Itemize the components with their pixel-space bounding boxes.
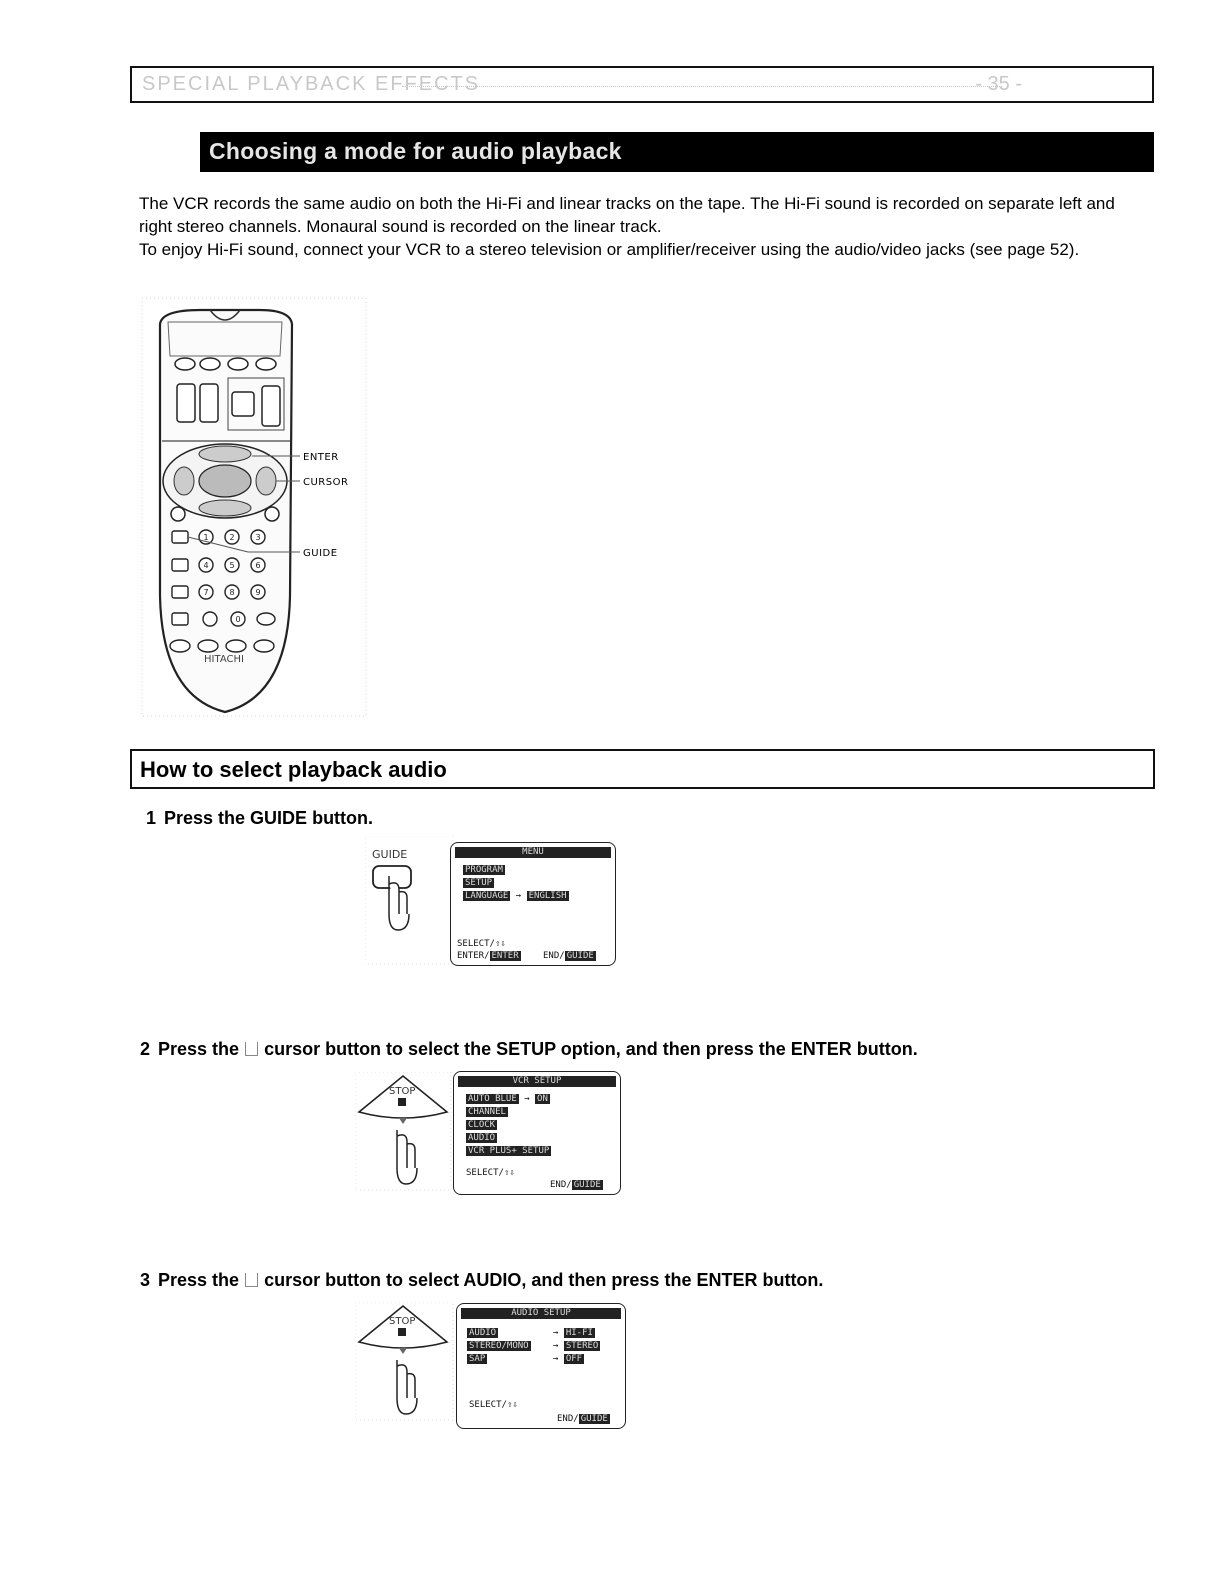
vcr-setup-title: VCR SETUP xyxy=(458,1076,616,1087)
audio-setup-screen: AUDIO SETUP AUDIO STEREO/MONO SAP → HI-FI → STEREO → OFF SELECT/⇧⇩ END/ GUIDE xyxy=(456,1303,626,1429)
step-text-before: Press the xyxy=(158,1039,240,1059)
enter-callout: ENTER xyxy=(303,452,339,463)
menu-language-value: ENGLISH xyxy=(528,891,567,901)
vcr-setup-item-channel: CHANNEL xyxy=(468,1107,506,1117)
audio-setup-select-hint: SELECT/⇧⇩ xyxy=(469,1400,518,1410)
hand-pressing-stop-icon xyxy=(355,1302,455,1422)
key-1-label: 1 xyxy=(203,533,209,542)
menu-screen-title: MENU xyxy=(455,847,611,858)
menu-item-language: LANGUAGE xyxy=(465,891,509,901)
step-2 xyxy=(140,1039,918,1060)
intro-paragraph-1: The VCR records the same audio on both the Hi-Fi and linear tracks on the tape. The Hi-Fi sound is recorded on separate left and right stereo channels. Monaural sound is recorded on the linear track. xyxy=(139,194,1115,236)
guide-callout: GUIDE xyxy=(303,548,338,559)
step-text-before: Press the xyxy=(158,1270,240,1290)
vcr-setup-item-audio: AUDIO xyxy=(468,1133,496,1143)
hand-pressing-stop-icon xyxy=(355,1072,453,1192)
power-key xyxy=(175,358,195,370)
vcr-setup-item-clock: CLOCK xyxy=(468,1120,496,1130)
menu-enter-hint: ENTER/ xyxy=(457,951,490,961)
menu-item-program: PROGRAM xyxy=(465,865,503,875)
stop-key-figure-1 xyxy=(355,1072,453,1192)
step-text: Press the GUIDE button. xyxy=(164,808,374,828)
step-number: 2 xyxy=(140,1039,151,1059)
key-6-label: 6 xyxy=(255,561,261,570)
auto-blue-value: ON xyxy=(537,1094,548,1104)
key-2-label: 2 xyxy=(229,533,235,542)
volume-rocker xyxy=(177,384,195,422)
step-text-after: cursor button to select AUDIO, and then press the ENTER button. xyxy=(264,1270,824,1290)
running-header-title: SPECIAL PLAYBACK EFFECTS xyxy=(142,73,481,95)
key-5-label: 5 xyxy=(229,561,235,570)
menu-item-setup: SETUP xyxy=(465,878,493,888)
stop-key xyxy=(199,500,251,516)
enter-key xyxy=(199,465,251,497)
intro-text xyxy=(139,192,1149,261)
eject-key xyxy=(256,358,276,370)
program-key xyxy=(172,586,188,598)
key-0-label: 0 xyxy=(235,615,241,624)
guide-key-label: GUIDE xyxy=(372,848,408,861)
page-number: - 35 - xyxy=(975,73,1022,95)
menu-select-hint: SELECT/⇧⇩ xyxy=(457,939,506,949)
rec-key xyxy=(171,507,185,521)
step-3 xyxy=(140,1270,823,1291)
vcr-setup-screen: VCR SETUP AUTO BLUE → ON CHANNEL CLOCK AUDIO VCR PLUS+ SETUP SELECT/⇧⇩ END/ GUIDE xyxy=(453,1071,621,1195)
pause-key xyxy=(265,507,279,521)
key-3-label: 3 xyxy=(255,533,261,542)
running-header xyxy=(130,66,1154,103)
vcr-tv-key xyxy=(170,640,190,652)
audio-value-sap: OFF xyxy=(565,1354,583,1364)
stop-key-label-1: STOP xyxy=(389,1086,416,1097)
menu-enter-key: ENTER xyxy=(491,951,519,961)
audio-key xyxy=(198,640,218,652)
hand-pressing-guide-icon xyxy=(365,836,455,966)
channel-rocker xyxy=(200,384,218,422)
key-4-label: 4 xyxy=(203,561,209,570)
play-key xyxy=(199,446,251,462)
side-rocker xyxy=(262,386,280,426)
add-key xyxy=(257,613,275,625)
audio-setup-item-sap: SAP xyxy=(469,1354,486,1364)
rew-key xyxy=(174,467,194,495)
remote-brand: HITACHI xyxy=(204,654,244,665)
menu-end-hint: END/ xyxy=(543,951,565,961)
section-title: Choosing a mode for audio playback xyxy=(200,132,1154,172)
remote-control xyxy=(140,296,370,721)
remote-illustration xyxy=(140,296,370,721)
key-0-left xyxy=(203,612,217,626)
audio-setup-title: AUDIO SETUP xyxy=(461,1308,621,1319)
flash-key xyxy=(226,640,246,652)
step-number: 1 xyxy=(146,808,157,828)
vcr-setup-end-key: GUIDE xyxy=(573,1180,601,1190)
audio-setup-end-key: GUIDE xyxy=(580,1414,608,1424)
step-text-after: cursor button to select the SETUP option, and then press the ENTER button. xyxy=(264,1039,918,1059)
step-number: 3 xyxy=(140,1270,151,1290)
audio-value-hifi: HI-FI xyxy=(565,1328,593,1338)
subsection-title: How to select playback audio xyxy=(130,749,1155,789)
key-9-label: 9 xyxy=(255,588,261,597)
menu-end-key: GUIDE xyxy=(566,951,594,961)
leader-dots xyxy=(402,86,1002,87)
audio-setup-item-audio: AUDIO xyxy=(469,1328,497,1338)
vcr-key xyxy=(200,358,220,370)
guide-key xyxy=(172,531,188,543)
vcr-setup-end-hint: END/ xyxy=(550,1180,572,1190)
cursor-down-icon xyxy=(245,1042,258,1056)
audio-value-stereo: STEREO xyxy=(565,1341,599,1351)
intro-paragraph-2: To enjoy Hi-Fi sound, connect your VCR to a stereo television or amplifier/receiver using the audio/video jacks (see page 52). xyxy=(139,240,1080,259)
key-8-label: 8 xyxy=(229,588,235,597)
clock-key xyxy=(172,613,188,625)
step-1 xyxy=(146,808,373,829)
ff-key xyxy=(256,467,276,495)
stop-key-label-2: STOP xyxy=(389,1316,416,1327)
guide-key-figure xyxy=(365,836,455,966)
vcr-setup-item-vcr-plus: VCR PLUS+ SETUP xyxy=(468,1146,550,1156)
display-key xyxy=(172,559,188,571)
vcr-setup-item-auto-blue: AUTO BLUE xyxy=(468,1094,517,1104)
key-7-label: 7 xyxy=(203,588,209,597)
vcr-setup-select-hint: SELECT/⇧⇩ xyxy=(466,1168,515,1178)
menu-screen: MENU PROGRAM SETUP LANGUAGE → ENGLISH SELECT/⇧⇩ ENTER/ ENTER END/ GUIDE xyxy=(450,842,616,966)
tv-key xyxy=(228,358,248,370)
last-ch-key xyxy=(254,640,274,652)
menu-key xyxy=(232,392,254,416)
stop-key-figure-2 xyxy=(355,1302,455,1422)
audio-setup-item-stereo-mono: STEREO/MONO xyxy=(469,1341,529,1351)
audio-setup-end-hint: END/ xyxy=(557,1414,579,1424)
cursor-down-icon xyxy=(245,1273,258,1287)
cursor-callout: CURSOR xyxy=(303,477,349,488)
